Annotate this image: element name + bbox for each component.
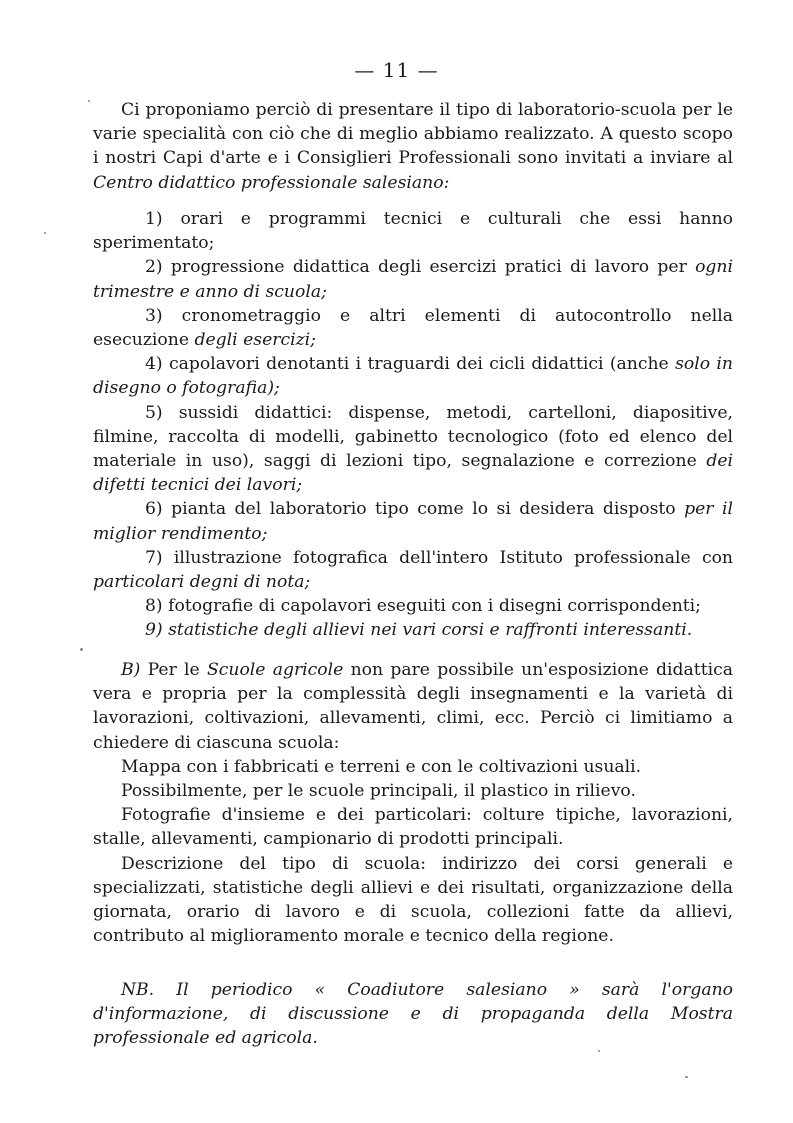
scan-speck [598,1050,600,1052]
list-item-text: 1) orari e programmi tecnici e culturali che essi hanno sperimentato; [93,209,733,254]
intro-text: Ci proponiamo perciò di presentare il tipo di laboratorio-scuola per le varie specialità con ciò che di meglio abbiamo realizzato. A questo scopo i nostri Capi d'arte e i Consiglieri Professionali sono invitati a inviare al [93,100,733,169]
intro-emphasis: Centro didattico professionale salesiano: [93,172,450,193]
list-item-emphasis: degli esercizi; [194,330,316,351]
list-item [93,352,733,400]
intro-paragraph [93,98,733,195]
list-item [93,618,733,642]
scan-speck [44,232,46,234]
list-item-text: 8) fotografie di capolavori eseguiti con i disegni corrispondenti; [145,596,701,617]
agricultural-section [93,658,733,948]
list-item-text: 5) sussidi didattici: dispense, metodi, cartelloni, diapositive, filmine, raccolta di modelli, gabinetto tecnologico (foto ed elenco del materiale in uso), saggi di lezioni tipo, segnalazione e correzione [93,402,733,472]
scan-speck [88,100,90,102]
list-item-emphasis: per il miglior rendimento; [93,499,733,544]
list-item-emphasis: dei difetti tecnici dei lavori; [93,451,733,496]
list-item [93,255,733,303]
list-item-text: 2) progressione didattica degli esercizi pratici di lavoro per [145,257,696,278]
list-item [93,207,733,255]
list-item-text: 7) illustrazione fotografica dell'intero Istituto professionale con [145,547,733,568]
scan-speck [685,1076,688,1078]
list-item [93,497,733,545]
agri-intro-paragraph [93,658,733,755]
agri-text: non pare possibile un'esposizione didattica vera e propria per la complessità degli insegnamenti e la varietà di lavorazioni, coltivazioni, allevamenti, climi, ecc. Perciò ci limitiamo a chiedere di ciascuna scuola: [93,660,733,753]
list-item [93,401,733,498]
page-number: — 11 — [354,58,439,82]
agri-text: Per le [140,660,207,680]
list-item [93,546,733,594]
list-item-emphasis: solo in disegno o fotografia); [93,354,734,399]
request-list [93,207,733,643]
list-item-text: 4) capolavori denotanti i traguardi dei cicli didattici (anche [145,354,676,375]
agri-item: Possibilmente, per le scuole principali, il plastico in rilievo. [121,781,636,802]
agri-item: Descrizione del tipo di scuola: indirizzo dei corsi generali e specializzati, statistiche degli allievi e dei risultati, organizzazione della giornata, orario di lavoro e di scuola, collezioni fatte da allievi, contributo al miglioramento morale e tecnico della regione. [93,853,733,947]
list-item-emphasis: 9) statistiche degli allievi nei vari corsi e raffronti interessanti. [145,620,693,641]
nota-bene-paragraph: NB. Il periodico « Coadiutore salesiano » sarà l'organo d'informazione, di discussione e di propaganda della Mostra professionale ed agricola. [93,980,733,1049]
list-item [93,594,733,618]
agri-label: B) [121,660,141,680]
list-item-emphasis: ogni trimestre e anno di scuola; [93,257,733,302]
list-item-text: 3) cronometraggio e altri elementi di autocontrollo nella esecuzione [93,305,733,351]
intro-section [93,98,733,195]
list-item-emphasis: particolari degni di nota; [93,572,311,593]
scan-speck [80,648,83,651]
list-item [93,304,733,352]
agri-item: Mappa con i fabbricati e terreni e con le coltivazioni usuali. [121,756,642,777]
nota-bene-section [93,978,733,1051]
agri-item: Fotografie d'insieme e dei particolari: colture tipiche, lavorazioni, stalle, allevamenti, campionario di prodotti principali. [93,805,733,850]
agri-emphasis: Scuole agricole [206,660,344,680]
list-item-text: 6) pianta del laboratorio tipo come lo si desidera disposto [145,499,685,520]
